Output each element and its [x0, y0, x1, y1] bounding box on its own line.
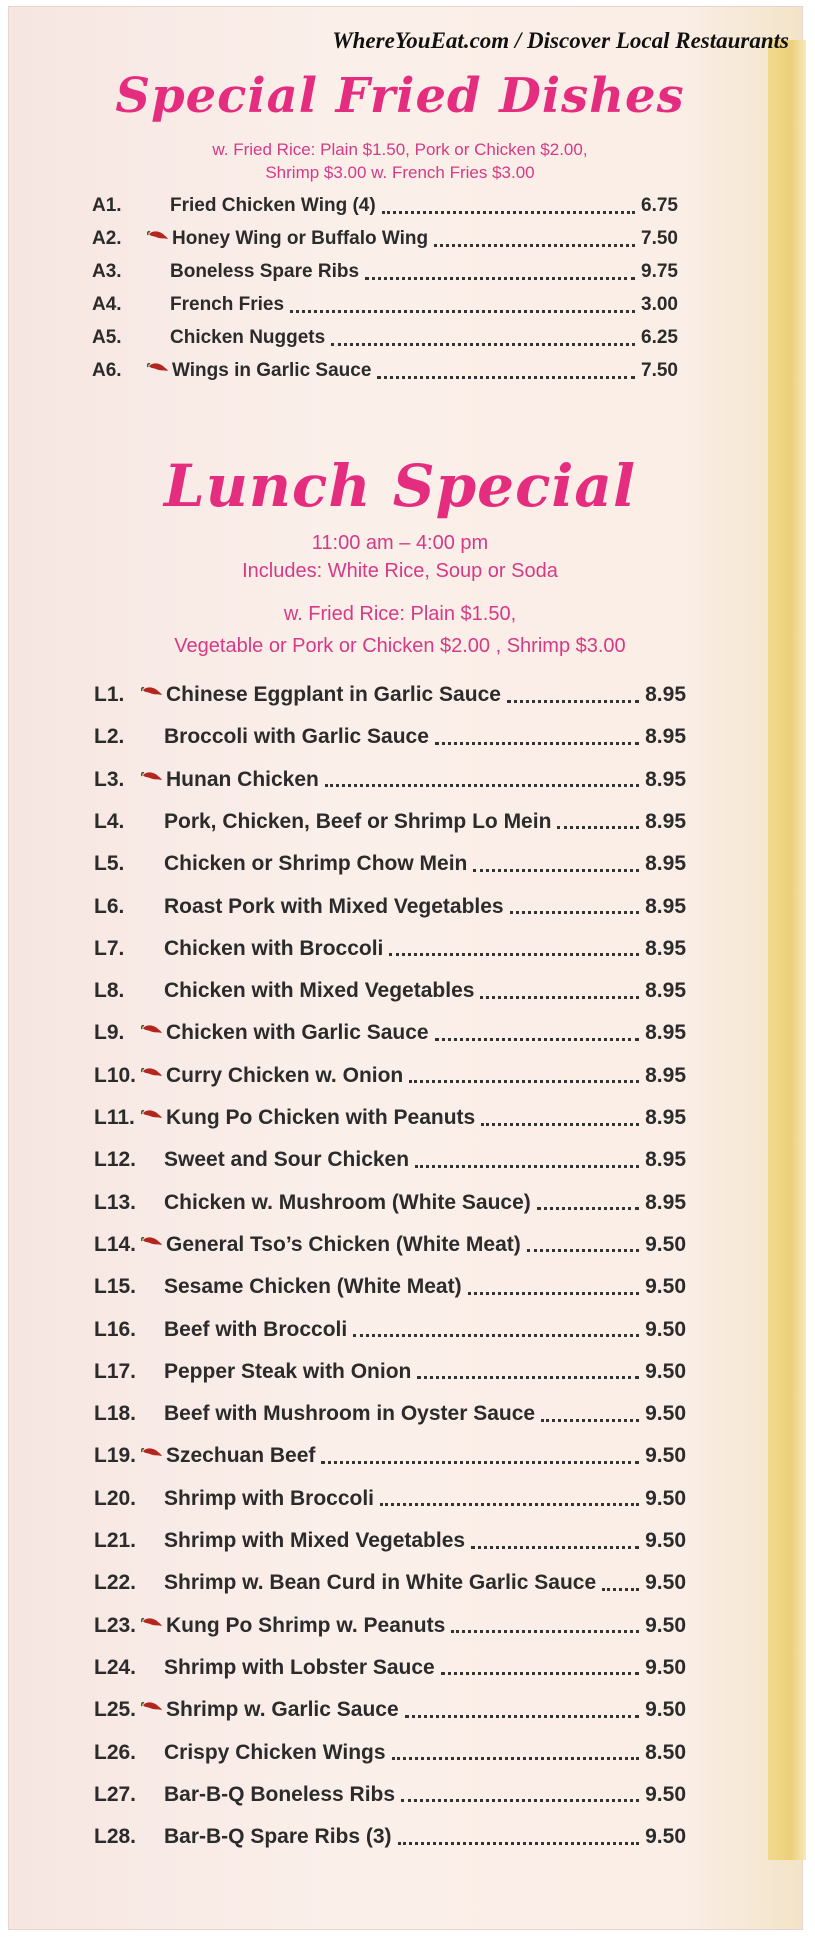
item-price: 8.95	[645, 936, 686, 960]
item-name: General Tso’s Chicken (White Meat)	[166, 1232, 521, 1256]
item-name: Shrimp w. Garlic Sauce	[166, 1698, 399, 1722]
item-code: L16.	[94, 1317, 137, 1341]
item-name: Chicken w. Mushroom (White Sauce)	[164, 1190, 531, 1214]
leader-dots	[537, 1207, 639, 1210]
hot-pepper-icon	[141, 775, 163, 785]
item-price: 8.95	[645, 894, 686, 918]
item-name: Bar-B-Q Spare Ribs (3)	[164, 1825, 392, 1849]
item-code: L17.	[94, 1359, 137, 1383]
item-code: L21.	[94, 1529, 137, 1552]
item-name: Kung Po Shrimp w. Peanuts	[166, 1613, 446, 1637]
leader-dots	[481, 1123, 639, 1126]
leader-dots	[415, 1165, 639, 1168]
menu-item-row	[94, 1778, 686, 1812]
item-name: Chicken or Shrimp Chow Mein	[164, 852, 468, 876]
item-price: 9.50	[645, 1275, 686, 1299]
hot-pepper-icon	[141, 690, 163, 700]
hot-pepper-icon	[141, 684, 163, 698]
menu-item-row	[94, 1609, 686, 1643]
hot-pepper-icon	[141, 1234, 163, 1248]
item-price: 7.50	[641, 228, 678, 249]
menu-item-row	[94, 1524, 686, 1558]
item-code: L4.	[94, 809, 125, 833]
item-code: L25.	[94, 1698, 137, 1722]
leader-dots	[331, 343, 635, 346]
item-code: L10.	[94, 1063, 137, 1087]
menu-item-row	[94, 1736, 686, 1770]
hot-pepper-icon	[147, 228, 169, 242]
item-code: L24.	[94, 1655, 137, 1679]
menu-item-row	[92, 222, 678, 256]
item-name: Boneless Spare Ribs	[170, 261, 360, 282]
item-name: Wings in Garlic Sauce	[172, 360, 372, 381]
leader-dots	[405, 1715, 639, 1718]
item-price: 9.50	[645, 1613, 686, 1637]
site-header[interactable]: WhereYouEat.com / Discover Local Restaurants	[332, 28, 789, 53]
item-price: 9.50	[645, 1655, 686, 1679]
item-code: A1.	[92, 195, 122, 216]
item-price: 9.50	[645, 1317, 686, 1341]
leader-dots	[353, 1334, 639, 1337]
fried-note-line-1: w. Fried Rice: Plain $1.50, Pork or Chicken $2.00,	[212, 140, 588, 159]
item-code: L19.	[94, 1444, 137, 1468]
item-price: 9.50	[645, 1232, 686, 1256]
menu-item-row	[92, 354, 678, 388]
leader-dots	[541, 1419, 639, 1422]
leader-dots	[468, 1292, 640, 1295]
leader-dots	[441, 1672, 639, 1675]
menu-item-row	[94, 1482, 686, 1516]
menu-item-row	[94, 1355, 686, 1389]
item-name: Chinese Eggplant in Garlic Sauce	[166, 683, 501, 706]
lunch-note-line-2: Vegetable or Pork or Chicken $2.00 , Shrimp $3.00	[174, 635, 626, 657]
item-code: A5.	[92, 327, 122, 348]
item-name: Sweet and Sour Chicken	[164, 1148, 410, 1172]
item-price: 9.50	[645, 1486, 686, 1510]
leader-dots	[325, 784, 639, 787]
leader-dots	[507, 700, 639, 703]
item-price: 8.95	[645, 1106, 686, 1129]
item-code: A4.	[92, 294, 122, 315]
hot-pepper-icon	[141, 1705, 163, 1715]
menu-item-row	[92, 255, 678, 289]
item-code: L20.	[94, 1486, 137, 1510]
hot-pepper-icon	[141, 1615, 163, 1629]
hot-pepper-icon	[141, 1445, 163, 1459]
item-code: L13.	[94, 1190, 137, 1214]
item-name: Chicken with Garlic Sauce	[166, 1021, 429, 1045]
item-name: Shrimp with Broccoli	[164, 1486, 375, 1510]
menu-item-row	[94, 890, 686, 924]
menu-item-row	[94, 1101, 686, 1135]
item-name: Bar-B-Q Boneless Ribs	[164, 1782, 396, 1806]
menu-item-row	[94, 1186, 686, 1220]
item-code: L1.	[94, 683, 125, 706]
menu-item-row	[92, 321, 678, 355]
item-name: Sesame Chicken (White Meat)	[164, 1275, 462, 1299]
item-code: L27.	[94, 1782, 137, 1806]
item-price: 8.95	[645, 725, 686, 749]
leader-dots	[434, 244, 635, 247]
item-price: 8.95	[645, 1063, 686, 1087]
item-price: 9.75	[641, 261, 678, 282]
item-code: L3.	[94, 767, 125, 791]
menu-item-row	[94, 1566, 686, 1600]
item-code: L6.	[94, 894, 125, 918]
item-code: L14.	[94, 1232, 137, 1256]
item-price: 8.95	[645, 683, 686, 706]
item-name: Chicken with Mixed Vegetables	[164, 979, 475, 1003]
item-code: L15.	[94, 1275, 137, 1299]
menu-item-row	[94, 1313, 686, 1347]
item-code: A6.	[92, 360, 122, 381]
item-code: L7.	[94, 936, 125, 960]
leader-dots	[382, 211, 635, 214]
hot-pepper-icon	[141, 1451, 163, 1461]
item-price: 8.95	[645, 1148, 686, 1172]
menu-item-row	[94, 1059, 686, 1093]
leader-dots	[473, 869, 639, 872]
item-name: Fried Chicken Wing (4)	[170, 195, 376, 216]
item-name: Honey Wing or Buffalo Wing	[172, 228, 429, 249]
item-name: Broccoli with Garlic Sauce	[164, 725, 429, 749]
item-code: A2.	[92, 228, 122, 249]
leader-dots	[377, 376, 635, 379]
leader-dots	[435, 742, 639, 745]
item-code: L26.	[94, 1740, 137, 1764]
item-price: 9.50	[645, 1402, 686, 1426]
leader-dots	[409, 1080, 639, 1083]
hot-pepper-icon	[141, 1107, 163, 1121]
item-name: French Fries	[170, 294, 285, 315]
leader-dots	[380, 1503, 639, 1506]
item-price: 9.50	[645, 1825, 686, 1849]
item-name: Shrimp w. Bean Curd in White Garlic Sauce	[164, 1571, 597, 1595]
item-code: L9.	[94, 1021, 125, 1045]
leader-dots	[471, 1546, 639, 1549]
item-price: 9.50	[645, 1698, 686, 1722]
lunch-note-line-1: w. Fried Rice: Plain $1.50,	[283, 603, 517, 625]
item-code: L11.	[94, 1106, 135, 1129]
menu-fold-edge	[768, 40, 806, 1860]
item-code: L18.	[94, 1402, 137, 1426]
item-name: Pepper Steak with Onion	[164, 1359, 412, 1383]
hot-pepper-icon	[141, 1022, 163, 1036]
item-price: 8.50	[645, 1740, 686, 1764]
leader-dots	[290, 310, 635, 313]
leader-dots	[435, 1038, 640, 1041]
hot-pepper-icon	[147, 360, 169, 374]
leader-dots	[401, 1799, 639, 1802]
item-price: 8.95	[645, 1021, 686, 1045]
leader-dots	[389, 953, 639, 956]
item-name: Crispy Chicken Wings	[164, 1740, 386, 1764]
leader-dots	[321, 1461, 639, 1464]
item-name: Chicken with Broccoli	[164, 936, 384, 960]
item-price: 9.50	[645, 1359, 686, 1383]
menu-item-row	[94, 847, 686, 881]
item-price: 9.50	[645, 1529, 686, 1552]
item-name: Shrimp with Lobster Sauce	[164, 1655, 435, 1679]
menu-item-row	[94, 1693, 686, 1727]
item-code: A3.	[92, 261, 122, 282]
menu-item-row	[94, 1228, 686, 1262]
menu-item-row	[94, 805, 686, 839]
menu-item-row	[94, 1439, 686, 1473]
item-name: Chicken Nuggets	[170, 327, 326, 348]
menu-item-row	[94, 1016, 686, 1050]
item-code: L23.	[94, 1613, 137, 1637]
item-price: 8.95	[645, 979, 686, 1003]
menu-item-row	[94, 763, 686, 797]
item-price: 6.25	[641, 327, 678, 348]
item-name: Kung Po Chicken with Peanuts	[166, 1106, 476, 1129]
lunch-hours: 11:00 am – 4:00 pm	[311, 532, 489, 554]
menu-item-row	[94, 720, 686, 754]
item-price: 6.75	[641, 195, 678, 216]
leader-dots	[417, 1376, 639, 1379]
hot-pepper-icon	[141, 1240, 163, 1250]
item-price: 8.95	[645, 1190, 686, 1214]
leader-dots	[510, 911, 640, 914]
menu-item-row	[94, 678, 686, 712]
menu-item-row	[94, 932, 686, 966]
item-code: L28.	[94, 1825, 137, 1849]
item-code: L22.	[94, 1571, 137, 1595]
item-name: Beef with Broccoli	[164, 1317, 348, 1341]
hot-pepper-icon	[141, 1071, 163, 1081]
item-name: Szechuan Beef	[166, 1444, 316, 1468]
lunch-includes: Includes: White Rice, Soup or Soda	[242, 560, 558, 582]
item-name: Curry Chicken w. Onion	[166, 1063, 404, 1087]
menu-item-row	[92, 288, 678, 322]
leader-dots	[392, 1757, 640, 1760]
item-price: 8.95	[645, 809, 686, 833]
menu-item-row	[94, 1651, 686, 1685]
leader-dots	[557, 826, 639, 829]
hot-pepper-icon	[141, 1699, 163, 1713]
hot-pepper-icon	[141, 1028, 163, 1038]
item-code: L5.	[94, 852, 125, 876]
item-name: Shrimp with Mixed Vegetables	[164, 1529, 466, 1552]
leader-dots	[527, 1249, 639, 1252]
menu-item-row	[94, 1397, 686, 1431]
item-name: Roast Pork with Mixed Vegetables	[164, 894, 504, 918]
hot-pepper-icon	[141, 769, 163, 783]
hot-pepper-icon	[141, 1621, 163, 1631]
menu-item-row	[94, 974, 686, 1008]
item-name: Hunan Chicken	[166, 767, 319, 791]
leader-dots	[365, 277, 635, 280]
item-code: L12.	[94, 1148, 137, 1172]
item-price: 9.50	[645, 1782, 686, 1806]
item-price: 8.95	[645, 767, 686, 791]
fried-section-title: Special Fried Dishes	[115, 68, 685, 124]
leader-dots	[398, 1842, 640, 1845]
hot-pepper-icon	[141, 1065, 163, 1079]
item-price: 3.00	[641, 294, 678, 315]
item-price: 8.95	[645, 852, 686, 876]
item-price: 9.50	[645, 1444, 686, 1468]
item-price: 9.50	[645, 1571, 686, 1595]
item-name: Beef with Mushroom in Oyster Sauce	[164, 1402, 536, 1426]
menu-item-row	[94, 1820, 686, 1854]
leader-dots	[480, 996, 639, 999]
fried-note-line-2: Shrimp $3.00 w. French Fries $3.00	[265, 163, 535, 182]
menu-item-row	[94, 1143, 686, 1177]
item-price: 7.50	[641, 360, 678, 381]
menu-item-row	[94, 1270, 686, 1304]
item-name: Pork, Chicken, Beef or Shrimp Lo Mein	[164, 809, 552, 833]
hot-pepper-icon	[141, 1113, 163, 1123]
menu-item-row	[92, 189, 678, 223]
item-code: L2.	[94, 725, 125, 749]
hot-pepper-icon	[147, 234, 169, 244]
hot-pepper-icon	[147, 366, 169, 376]
leader-dots	[451, 1630, 639, 1633]
leader-dots	[602, 1588, 639, 1591]
lunch-section-title: Lunch Special	[163, 452, 637, 520]
item-code: L8.	[94, 979, 125, 1003]
